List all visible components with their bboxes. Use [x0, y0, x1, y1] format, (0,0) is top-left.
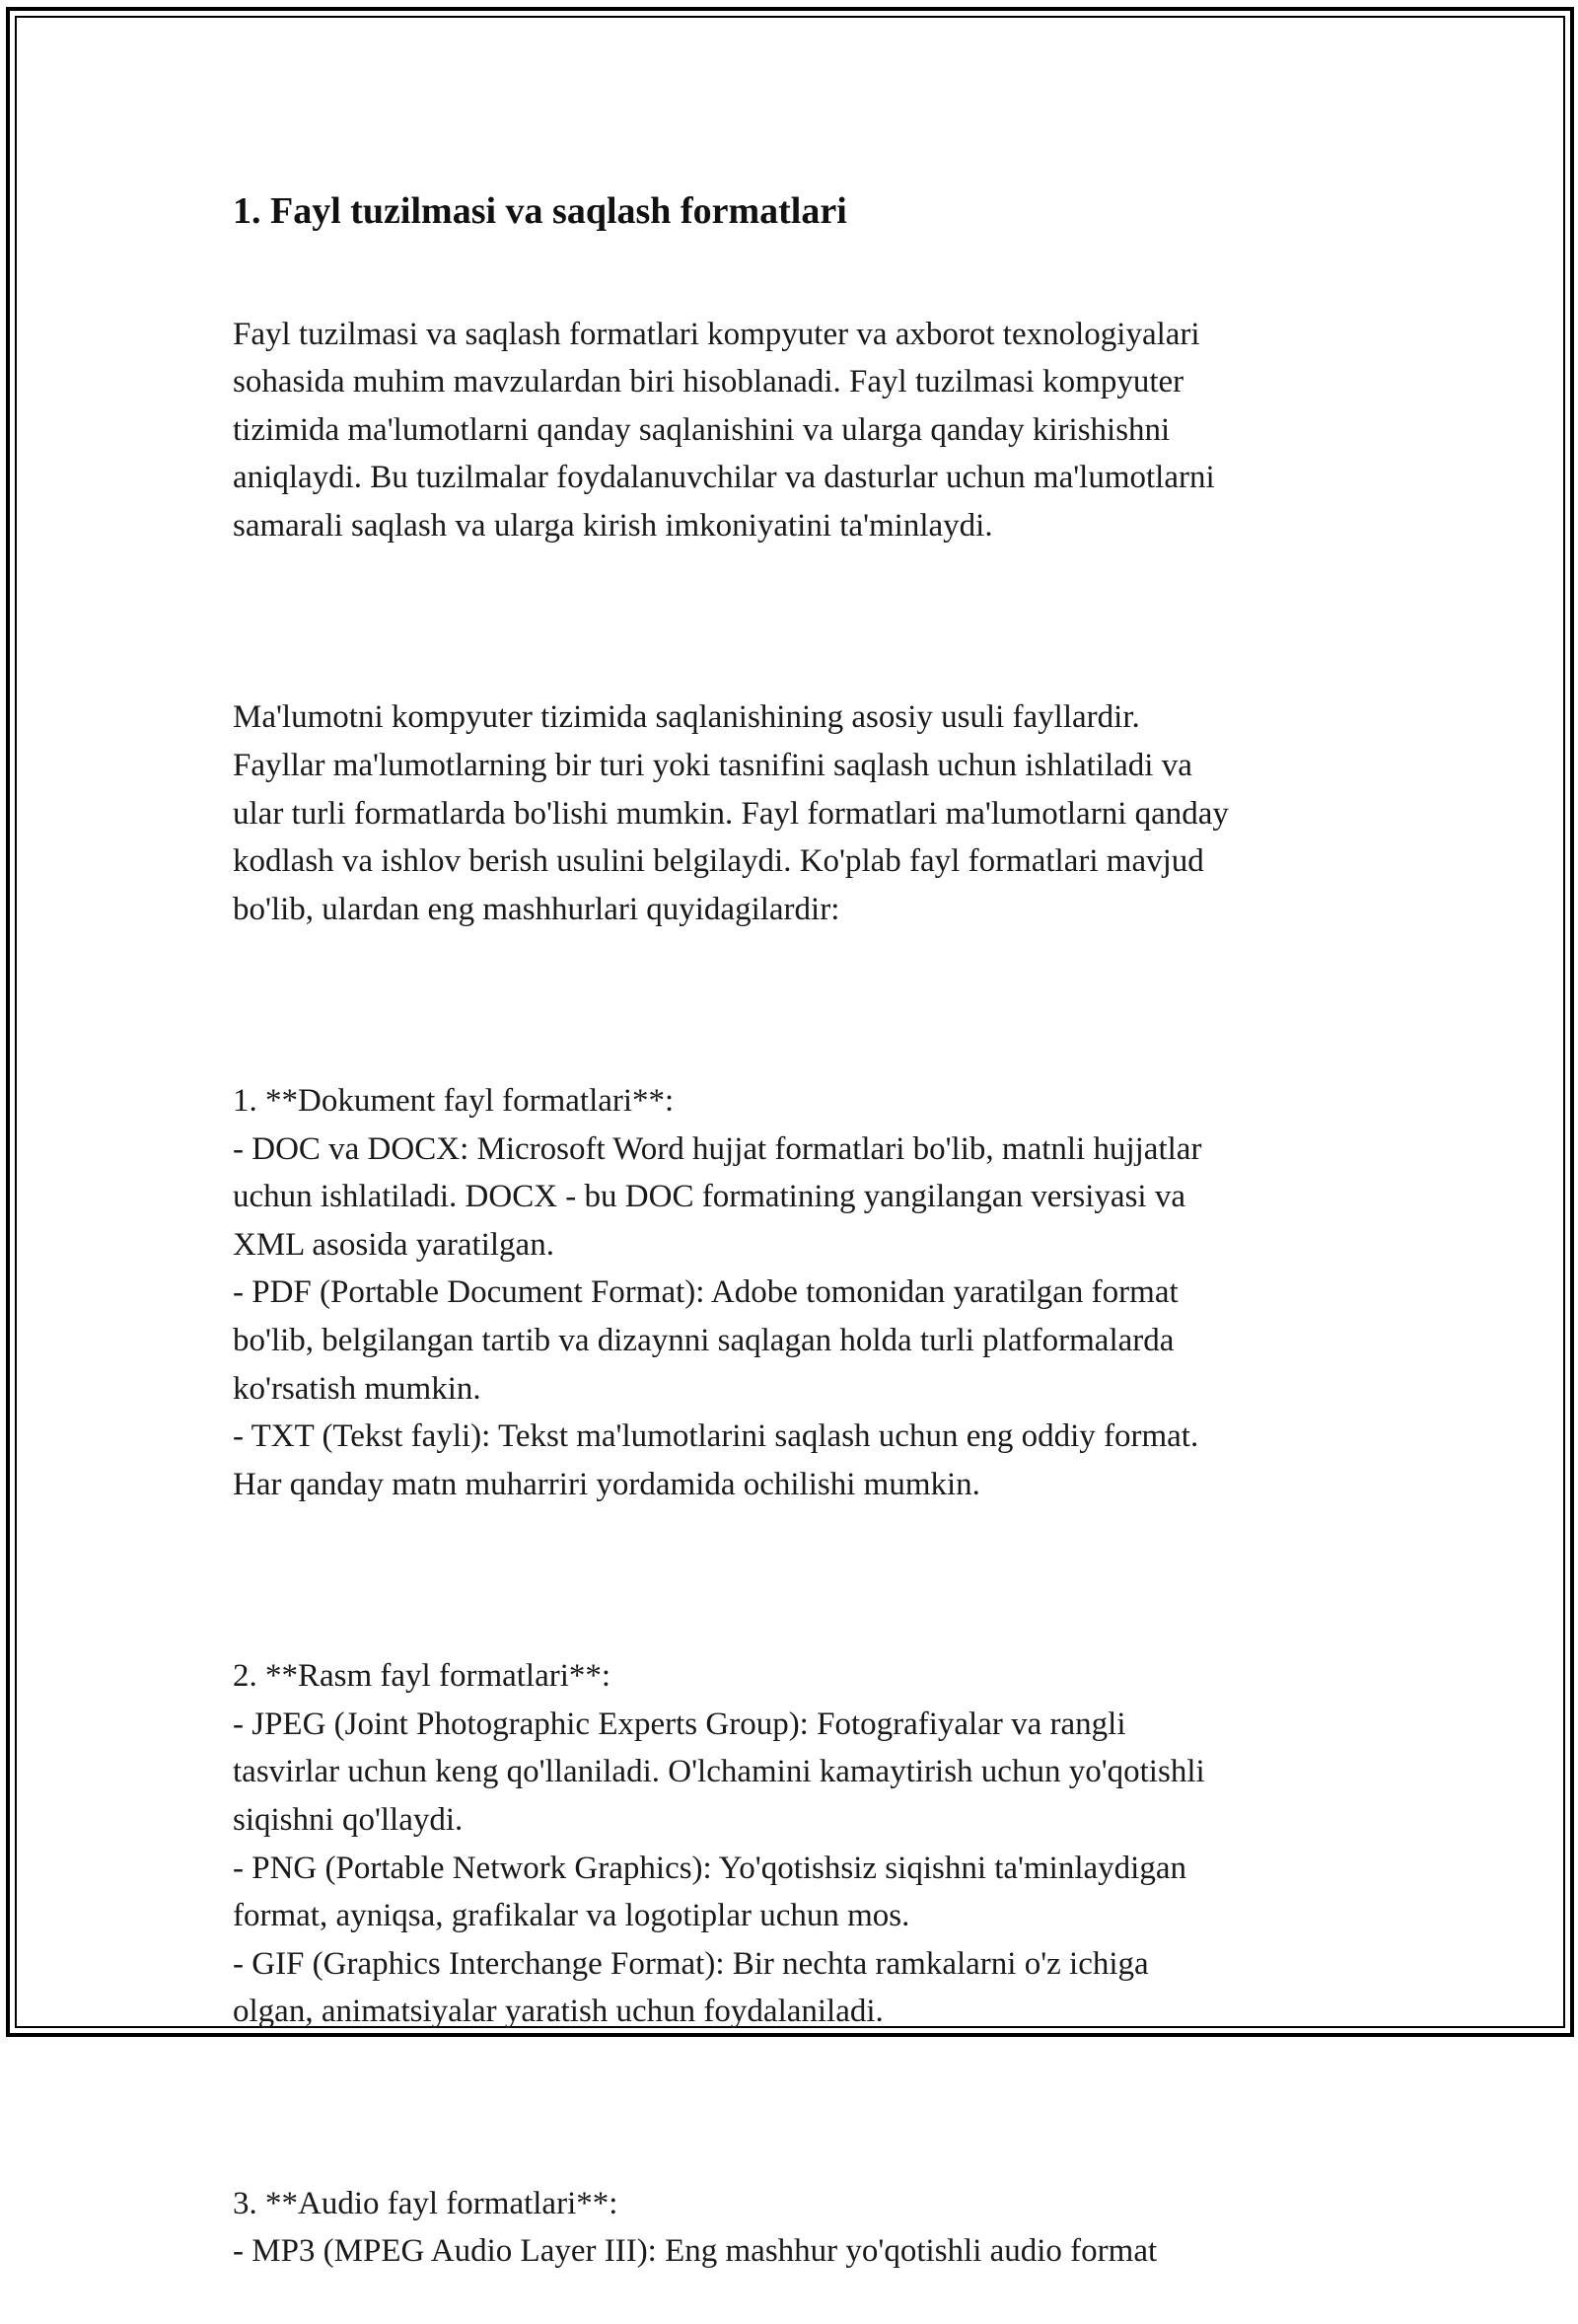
section-image-formats: 2. **Rasm fayl formatlari**: - JPEG (Joint Photographic Experts Group): Fotografiyalar va rangli tasvirlar uchun keng qo'llaniladi. O'lchamini kamaytirish uchun yo'qotishli siqishni qo'llaydi. - PNG (Portable Network Graphics): Yo'qotishsiz siqishni ta'minlaydigan format, ayniqsa, grafikalar va logotiplar uchun mos. - GIF (Graphics Interchange Format): Bir nechta ramkalarni o'z ichiga olgan, animatsiyalar yaratish uchun foydalaniladi. [233, 1658, 1205, 2030]
section-audio-formats: 3. **Audio fayl formatlari**: - MP3 (MPEG Audio Layer III): Eng mashhur yo'qotishli audio format [233, 2185, 1158, 2270]
document-body [233, 262, 1347, 2324]
paragraph-spacer [233, 1557, 1347, 1605]
paragraph-spacer [233, 598, 1347, 646]
paragraph-intro: Fayl tuzilmasi va saqlash formatlari kompyuter va axborot texnologiyalari sohasida muhim mavzulardan biri hisoblanadi. Fayl tuzilmasi kompyuter tizimida ma'lumotlarni qanday saqlanishini va ularga qanday kirishishni aniqlaydi. Bu tuzilmalar foydalanuvchilar va dasturlar uchun ma'lumotlarni samarali saqlash va ularga kirish imkoniyatini ta'minlaydi. [233, 316, 1215, 544]
page-title: 1. Fayl tuzilmasi va saqlash formatlari [233, 190, 847, 232]
paragraph-spacer [233, 2084, 1347, 2133]
paragraph-files: Ma'lumotni kompyuter tizimida saqlanishining asosiy usuli fayllardir. Fayllar ma'lumotlarning bir turi yoki tasnifini saqlash uchun ishlatiladi va ular turli formatlarda bo'lishi mumkin. Fayl formatlari ma'lumotlarni qanday kodlash va ishlov berish usulini belgilaydi. Ko'plab fayl formatlari mavjud bo'lib, ulardan eng mashhurlari quyidagilardir: [233, 699, 1229, 927]
paragraph-spacer [233, 981, 1347, 1030]
page-content [233, 183, 1347, 2324]
section-document-formats: 1. **Dokument fayl formatlari**: - DOC va DOCX: Microsoft Word hujjat formatlari bo'lib, matnli hujjatlar uchun ishlatiladi. DOCX - bu DOC formatining yangilangan versiyasi va XML asosida yaratilgan. - PDF (Portable Document Format): Adobe tomonidan yaratilgan format bo'lib, belgilangan tartib va dizaynni saqlagan holda turli platformalarda ko'rsatish mumkin. - TXT (Tekst fayli): Tekst ma'lumotlarini saqlash uchun eng oddiy format. Har qanday matn muharriri yordamida ochilishi mumkin. [233, 1083, 1202, 1502]
